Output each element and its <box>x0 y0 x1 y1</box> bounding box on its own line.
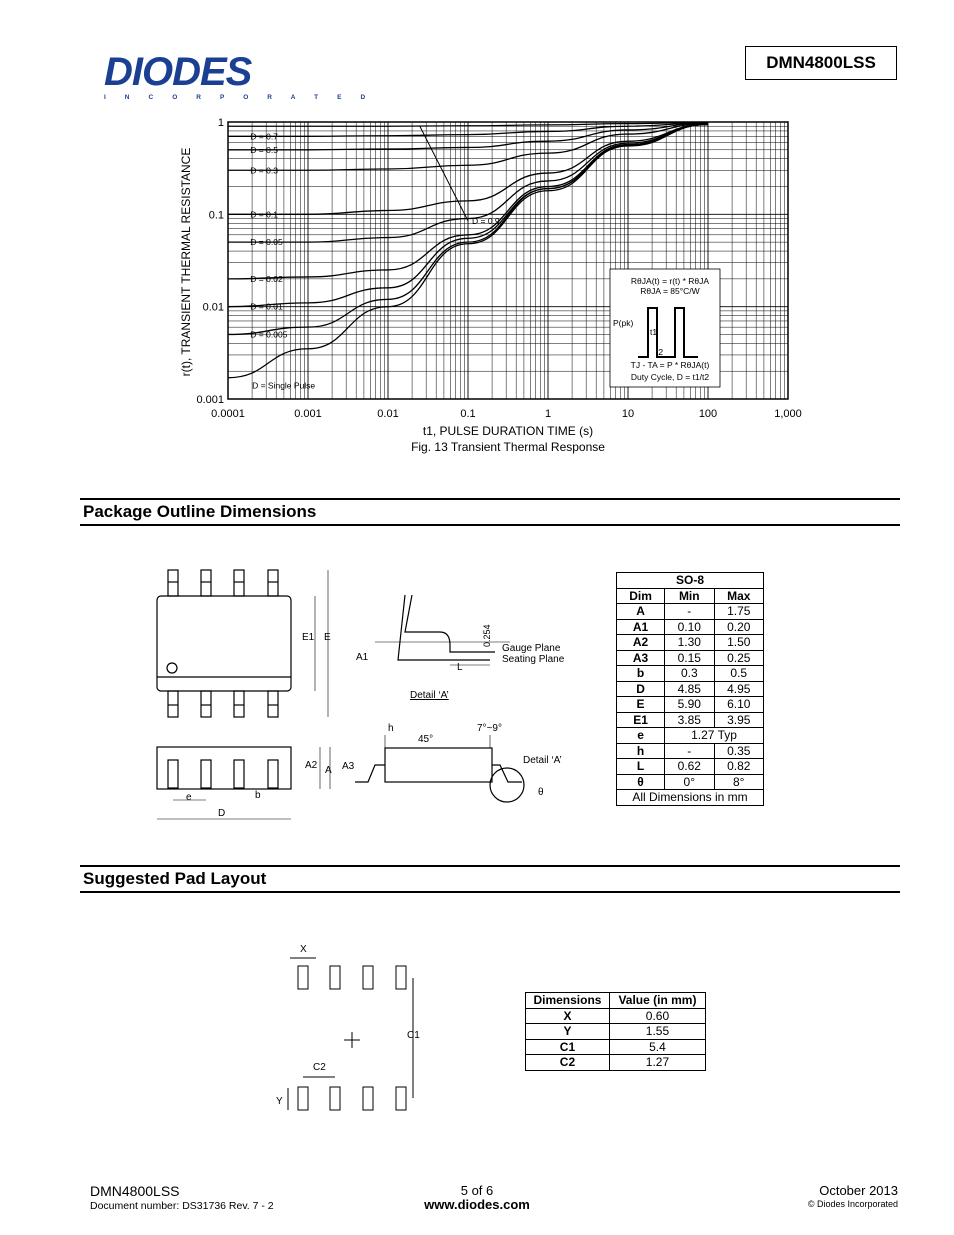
so8-row <box>617 759 764 775</box>
y-tick-label: 0.01 <box>202 301 224 314</box>
series-label: D = 0.9 <box>472 215 500 226</box>
so8-row <box>617 697 764 713</box>
inset-t2: t2 <box>656 347 664 357</box>
series-label: D = 0.05 <box>250 237 283 248</box>
section-package-outline <box>80 498 900 526</box>
label-theta: θ <box>538 787 544 798</box>
x-tick-label: 10 <box>621 408 635 420</box>
pad-dimension-table <box>525 992 706 1071</box>
label-45deg: 45° <box>418 734 434 745</box>
so8-cell: A <box>617 604 665 620</box>
label-h: h <box>388 723 394 734</box>
footer-part: DMN4800LSS <box>90 1183 180 1199</box>
so8-cell: 4.95 <box>714 681 764 697</box>
package-outline-drawing <box>150 560 590 830</box>
inset-ppk: P(pk) <box>613 318 634 328</box>
section-title: Suggested Pad Layout <box>83 869 267 888</box>
so8-cell: 5.90 <box>665 697 714 713</box>
section-pad-layout <box>80 865 900 893</box>
pad-cell: 5.4 <box>609 1039 705 1055</box>
x-tick-label: 1,000 <box>774 408 802 420</box>
label-E1: E1 <box>302 632 315 643</box>
series-label: D = 0.1 <box>250 209 278 220</box>
so8-cell: - <box>665 604 714 620</box>
so8-cell: h <box>617 743 665 759</box>
pad-row <box>526 1039 706 1055</box>
section-title: Package Outline Dimensions <box>83 502 317 521</box>
chart-caption: Fig. 13 Transient Thermal Response <box>411 440 605 454</box>
so8-cell: θ <box>617 774 665 790</box>
so8-row <box>617 728 764 744</box>
series-label: D = 0.5 <box>250 144 278 155</box>
label-A3: A3 <box>342 761 355 772</box>
so8-cell: 0.25 <box>714 650 764 666</box>
inset-formula2: RθJA = 85°C/W <box>640 286 700 296</box>
label-D: D <box>218 808 226 819</box>
label-detailA: Detail ‘A’ <box>523 755 562 766</box>
so8-cell: A2 <box>617 635 665 651</box>
x-tick-label: 0.0001 <box>211 408 245 420</box>
x-tick-label: 0.1 <box>460 408 476 420</box>
logo-subtext: I N C O R P O R A T E D <box>104 94 374 101</box>
side-view <box>157 747 330 819</box>
so8-cell: 1.75 <box>714 604 764 620</box>
footer-doc-number: Document number: DS31736 Rev. 7 - 2 <box>90 1200 274 1212</box>
pad-cell: C1 <box>526 1039 610 1055</box>
so8-cell: 3.85 <box>665 712 714 728</box>
so8-cell: 0.62 <box>665 759 714 775</box>
label-gauge-dim: 0.254 <box>482 624 492 647</box>
so8-cell: 1.27 Typ <box>665 728 764 744</box>
pad-row <box>526 1024 706 1040</box>
y-axis-label: r(t), TRANSIENT THERMAL RESISTANCE <box>179 147 193 377</box>
pad-cell: 0.60 <box>609 1008 705 1024</box>
so8-cell: 6.10 <box>714 697 764 713</box>
x-tick-label: 100 <box>698 408 718 420</box>
so8-title: SO-8 <box>617 573 764 589</box>
so8-row <box>617 712 764 728</box>
x-tick-label: 0.01 <box>377 408 399 420</box>
y-tick-labels <box>196 117 224 406</box>
so8-cell: - <box>665 743 714 759</box>
label-A2: A2 <box>305 760 318 771</box>
top-view <box>157 570 328 717</box>
label-b: b <box>255 790 261 801</box>
y-tick-label: 1 <box>217 117 224 129</box>
so8-row <box>617 650 764 666</box>
so8-footer: All Dimensions in mm <box>617 790 764 806</box>
pad-row <box>526 1008 706 1024</box>
so8-row <box>617 774 764 790</box>
so8-row <box>617 604 764 620</box>
label-E: E <box>324 632 331 643</box>
so8-row <box>617 743 764 759</box>
so8-header-min: Min <box>665 588 714 604</box>
pad-cell: 1.27 <box>609 1055 705 1071</box>
so8-cell: 0.5 <box>714 666 764 682</box>
so8-cell: E <box>617 697 665 713</box>
so8-row <box>617 635 764 651</box>
pad-cell: 1.55 <box>609 1024 705 1040</box>
x-tick-labels <box>211 408 802 420</box>
pad-label-X: X <box>300 944 307 955</box>
label-detail: Detail ‘A’ <box>410 690 449 701</box>
series-label: D = 0.02 <box>250 273 283 284</box>
so8-cell: L <box>617 759 665 775</box>
footer-website: www.diodes.com <box>424 1197 530 1212</box>
series-label: D = Single Pulse <box>252 380 316 391</box>
so8-cell: 0.20 <box>714 619 764 635</box>
pad-row <box>526 1055 706 1071</box>
so8-cell: 4.85 <box>665 681 714 697</box>
pad-layout-drawing <box>270 940 440 1120</box>
part-number-box: DMN4800LSS <box>745 46 897 80</box>
x-axis-label: t1, PULSE DURATION TIME (s) <box>422 424 594 438</box>
inset-formula4: Duty Cycle, D = t1/t2 <box>630 372 710 382</box>
so8-cell: A3 <box>617 650 665 666</box>
so8-cell: 0.35 <box>714 743 764 759</box>
so8-cell: 0.15 <box>665 650 714 666</box>
so8-row <box>617 619 764 635</box>
y-tick-label: 0.001 <box>196 394 224 406</box>
so8-cell: D <box>617 681 665 697</box>
so8-cell: 3.95 <box>714 712 764 728</box>
series-label: D = 0.01 <box>250 301 283 312</box>
footer-date: October 2013 <box>819 1183 898 1198</box>
so8-cell: 0.82 <box>714 759 764 775</box>
so8-cell: 1.50 <box>714 635 764 651</box>
logo-text: DIODES <box>104 50 252 94</box>
so8-header-max: Max <box>714 588 764 604</box>
pad-label-C2: C2 <box>313 1062 326 1073</box>
series-label: D = 0.7 <box>250 131 278 142</box>
so8-cell: 0.10 <box>665 619 714 635</box>
series-label: D = 0.3 <box>250 165 278 176</box>
pad-header-value: Value (in mm) <box>609 993 705 1009</box>
pad-label-C1: C1 <box>407 1030 420 1041</box>
diodes-logo <box>104 52 374 101</box>
so8-cell: 0° <box>665 774 714 790</box>
inset-formula3: TJ - TA = P * RθJA(t) <box>630 360 710 370</box>
pad-cell: X <box>526 1008 610 1024</box>
so8-row <box>617 666 764 682</box>
pad-label-Y: Y <box>276 1096 283 1107</box>
end-view <box>355 735 524 802</box>
series-label: D = 0.005 <box>250 329 288 340</box>
pad-header-dimensions: Dimensions <box>526 993 610 1009</box>
so8-cell: E1 <box>617 712 665 728</box>
so8-dimension-table <box>616 572 764 806</box>
label-e: e <box>186 792 192 803</box>
so8-cell: 8° <box>714 774 764 790</box>
so8-cell: b <box>617 666 665 682</box>
label-7-9deg: 7°~9° <box>477 723 502 734</box>
so8-row <box>617 681 764 697</box>
label-A: A <box>325 765 332 776</box>
label-L: L <box>457 662 463 673</box>
label-gauge-plane: Gauge Plane <box>502 643 561 654</box>
label-seating-plane: Seating Plane <box>502 654 565 665</box>
inset-formula1: RθJA(t) = r(t) * RθJA <box>630 276 710 286</box>
x-tick-label: 1 <box>544 408 552 420</box>
pad-cell: Y <box>526 1024 610 1040</box>
x-tick-label: 0.001 <box>294 408 322 420</box>
so8-cell: A1 <box>617 619 665 635</box>
pad-cell: C2 <box>526 1055 610 1071</box>
inset-t1: t1 <box>650 327 658 337</box>
footer-copyright: © Diodes Incorporated <box>807 1199 898 1209</box>
so8-cell: e <box>617 728 665 744</box>
so8-cell: 0.3 <box>665 666 714 682</box>
label-A1: A1 <box>356 652 369 663</box>
footer-page: 5 of 6 <box>460 1183 494 1198</box>
so8-header-dim: Dim <box>617 588 665 604</box>
y-tick-label: 0.1 <box>208 209 224 222</box>
transient-thermal-chart <box>170 112 810 462</box>
so8-cell: 1.30 <box>665 635 714 651</box>
